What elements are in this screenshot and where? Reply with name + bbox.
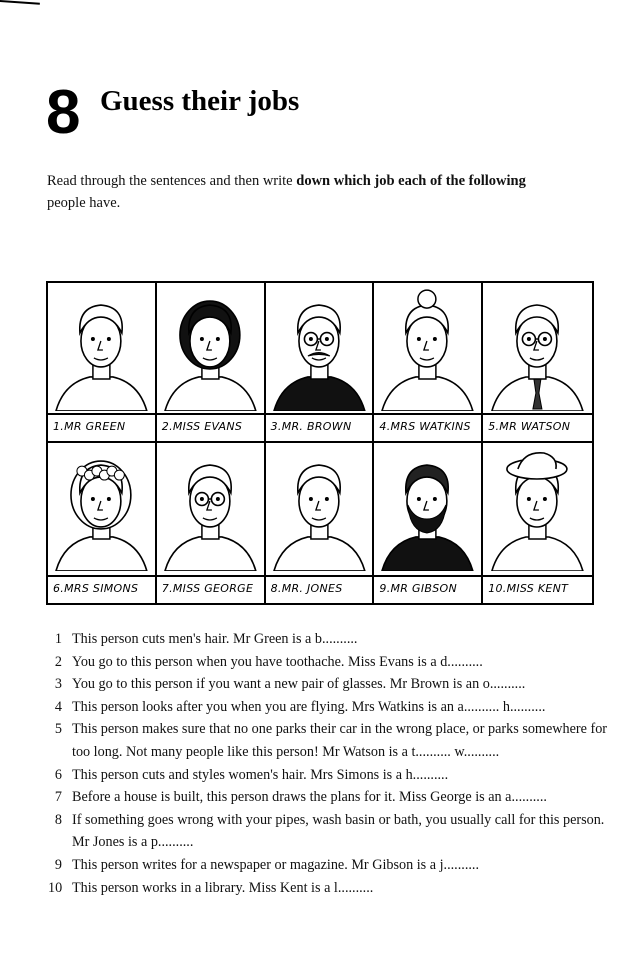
instructions-bold-text: down which job each of the following — [296, 173, 526, 189]
portrait-illustration — [48, 283, 155, 411]
question-item — [48, 673, 608, 696]
question-text: This person cuts men's hair. Mr Green is a b.......... — [72, 631, 358, 647]
question-number: 1 — [54, 631, 62, 647]
person-label: 8.MR. JONES — [266, 575, 373, 603]
person-card — [266, 283, 375, 443]
portrait-illustration — [483, 443, 592, 571]
person-label: 3.MR. BROWN — [266, 413, 373, 441]
question-item — [48, 651, 608, 674]
instructions-text: Read through the sentences and then write — [47, 173, 297, 189]
question-number: 6 — [54, 766, 62, 783]
question-text: This person makes sure that no one parks their car in the wrong place, or parks somewhere for too long. Not many people like this person! Mr Watson is a t.......... w.......... — [72, 721, 608, 760]
question-number: 10 — [48, 879, 63, 896]
person-card — [157, 443, 266, 603]
question-item — [48, 696, 608, 719]
question-text: This person works in a library. Miss Kent is a l.......... — [72, 879, 374, 896]
person-label: 4.MRS WATKINS — [374, 413, 481, 441]
question-text: Before a house is built, this person draws the plans for it. Miss George is an a.......... — [72, 789, 547, 806]
question-item — [48, 877, 608, 900]
portrait-illustration — [483, 283, 592, 411]
question-text: This person looks after you when you are flying. Mrs Watkins is an a.......... h.......... — [72, 698, 546, 715]
person-label: 6.MRS SIMONS — [48, 575, 155, 603]
portrait-illustration — [157, 283, 264, 411]
question-number: 2 — [54, 653, 62, 670]
person-label: 5.MR WATSON — [483, 413, 592, 441]
portrait-grid — [46, 281, 594, 605]
person-card — [48, 283, 157, 443]
page-title: Guess their jobs — [100, 85, 300, 117]
question-number: 5 — [54, 721, 62, 738]
question-item — [48, 764, 608, 787]
person-label: 1.MR GREEN — [48, 413, 155, 441]
person-card — [374, 443, 483, 603]
person-card — [266, 443, 375, 603]
question-number: 9 — [54, 856, 62, 873]
question-text: You go to this person if you want a new pair of glasses. Mr Brown is an o.......... — [72, 676, 526, 693]
person-card — [483, 283, 592, 443]
question-item — [48, 809, 608, 854]
unit-number: 8 — [46, 78, 81, 147]
person-card — [483, 443, 592, 603]
portrait-illustration — [157, 443, 264, 571]
question-number: 7 — [54, 789, 62, 806]
question-list — [48, 628, 608, 899]
corner-mark — [0, 0, 40, 11]
person-label: 7.MISS GEORGE — [157, 575, 264, 603]
person-label: 2.MISS EVANS — [157, 413, 264, 441]
question-item — [48, 786, 608, 809]
question-text: This person cuts and styles women's hair. Mrs Simons is a h.......... — [72, 766, 449, 783]
question-number: 3 — [54, 676, 62, 693]
person-card — [157, 283, 266, 443]
portrait-illustration — [374, 283, 481, 411]
person-label: 9.MR GIBSON — [374, 575, 481, 603]
instructions — [47, 170, 587, 214]
question-text: This person writes for a newspaper or magazine. Mr Gibson is a j.......... — [72, 856, 480, 873]
question-number: 8 — [54, 811, 62, 828]
question-item — [48, 854, 608, 877]
person-label: 10.MISS KENT — [483, 575, 592, 603]
person-card — [374, 283, 483, 443]
question-text: If something goes wrong with your pipes, wash basin or bath, you usually call for this person. Mr Jones is a p.......... — [72, 811, 605, 851]
question-item — [48, 718, 608, 763]
portrait-illustration — [48, 443, 155, 571]
question-number: 4 — [54, 698, 62, 715]
portrait-illustration — [266, 283, 373, 411]
instructions-text-end: people have. — [47, 195, 121, 211]
portrait-illustration — [266, 443, 373, 571]
question-text: You go to this person when you have toothache. Miss Evans is a d.......... — [72, 653, 483, 670]
person-card — [48, 443, 157, 603]
portrait-illustration — [374, 443, 481, 571]
question-item — [48, 628, 608, 651]
